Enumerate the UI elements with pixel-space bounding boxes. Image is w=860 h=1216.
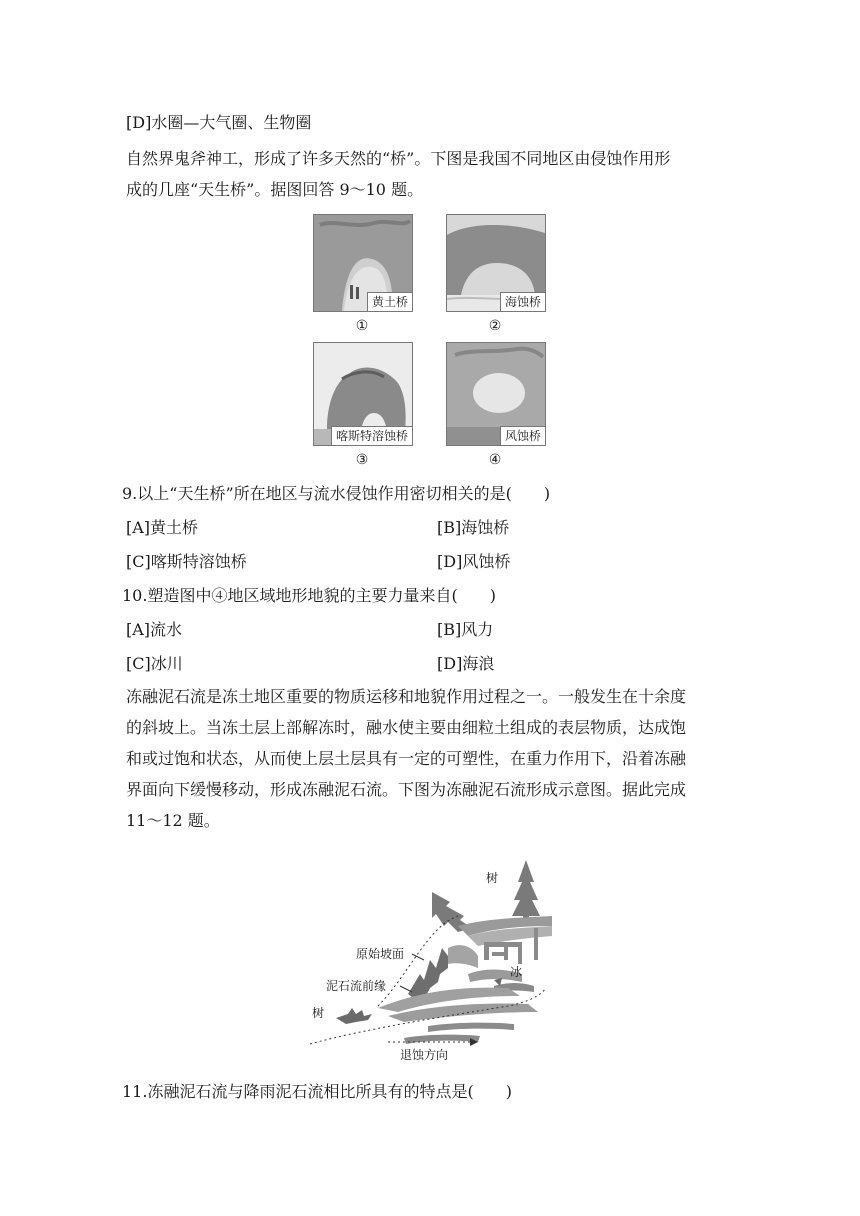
- mudflow-diagram-drawing: [308, 856, 554, 1070]
- photo-label: 风蚀桥: [500, 426, 545, 445]
- q9-option-c[interactable]: [C]喀斯特溶蚀桥: [126, 552, 247, 571]
- q9-option-b[interactable]: [B]海蚀桥: [437, 518, 510, 537]
- q10-stem: 10.塑造图中④地区域地形地貌的主要力量来自( ): [122, 586, 496, 605]
- q9-option-d[interactable]: [D]风蚀桥: [437, 552, 511, 571]
- intro1-line: 自然界鬼斧神工，形成了许多天然的“桥”。下图是我国不同地区由侵蚀作用形: [126, 149, 671, 168]
- intro2-line: 的斜坡上。当冻土层上部解冻时，融水使主要由细粒土组成的表层物质，达成饱: [126, 718, 687, 737]
- photo-wind-bridge: [446, 342, 546, 446]
- photo-label: 海蚀桥: [500, 292, 545, 311]
- label-original-slope: 原始坡面: [356, 947, 405, 961]
- tree-upright-icon: [512, 860, 540, 926]
- photo-label: 黄土桥: [367, 292, 412, 311]
- q10-option-c[interactable]: [C]冰川: [126, 654, 183, 673]
- q10-option-d[interactable]: [D]海浪: [437, 654, 495, 673]
- label-tree-top: 树: [486, 871, 499, 885]
- intro2-line: 和或过饱和状态，从而使上层土层具有一定的可塑性，在重力作用下，沿着冻融: [126, 749, 687, 768]
- q8-option-d: [D]水圈—大气圈、生物圈: [126, 113, 312, 132]
- q11-stem: 11.冻融泥石流与降雨泥石流相比所具有的特点是( ): [122, 1082, 512, 1101]
- q10-option-a[interactable]: [A]流水: [126, 620, 183, 639]
- tree-bottom-fallen-icon: [336, 1008, 372, 1024]
- intro1-line: 成的几座“天生桥”。据图回答 9～10 题。: [126, 180, 424, 199]
- mudflow-diagram: [308, 856, 554, 1070]
- photo-label: 喀斯特溶蚀桥: [331, 426, 412, 445]
- photo-sea-bridge: [446, 214, 546, 312]
- q10-option-b[interactable]: [B]风力: [437, 620, 494, 639]
- intro2-line: 界面向下缓慢移动，形成冻融泥石流。下图为冻融泥石流形成示意图。据此完成: [126, 780, 687, 799]
- photo-number: ①: [355, 318, 369, 334]
- label-mudflow-front: 泥石流前缘: [326, 979, 387, 993]
- q9-stem: 9.以上“天生桥”所在地区与流水侵蚀作用密切相关的是( ): [122, 484, 551, 503]
- intro-paragraph-natural-bridges: [126, 143, 746, 205]
- label-ice: 冰: [510, 965, 523, 979]
- intro2-line: 11～12 题。: [126, 811, 220, 830]
- photo-number: ④: [488, 452, 502, 468]
- intro-paragraph-freeze-thaw-mudflow: [126, 681, 746, 836]
- photo-karst-bridge: [313, 342, 413, 446]
- photo-number: ③: [355, 452, 369, 468]
- intro2-line: 冻融泥石流是冻土地区重要的物质运移和地貌作用过程之一。一般发生在十余度: [126, 687, 687, 706]
- photo-number: ②: [488, 318, 502, 334]
- q9-option-a[interactable]: [A]黄土桥: [126, 518, 199, 537]
- label-tree-bottom: 树: [312, 1006, 325, 1020]
- photo-loess-bridge: [313, 214, 413, 312]
- label-retreat-direction: 退蚀方向: [400, 1048, 449, 1062]
